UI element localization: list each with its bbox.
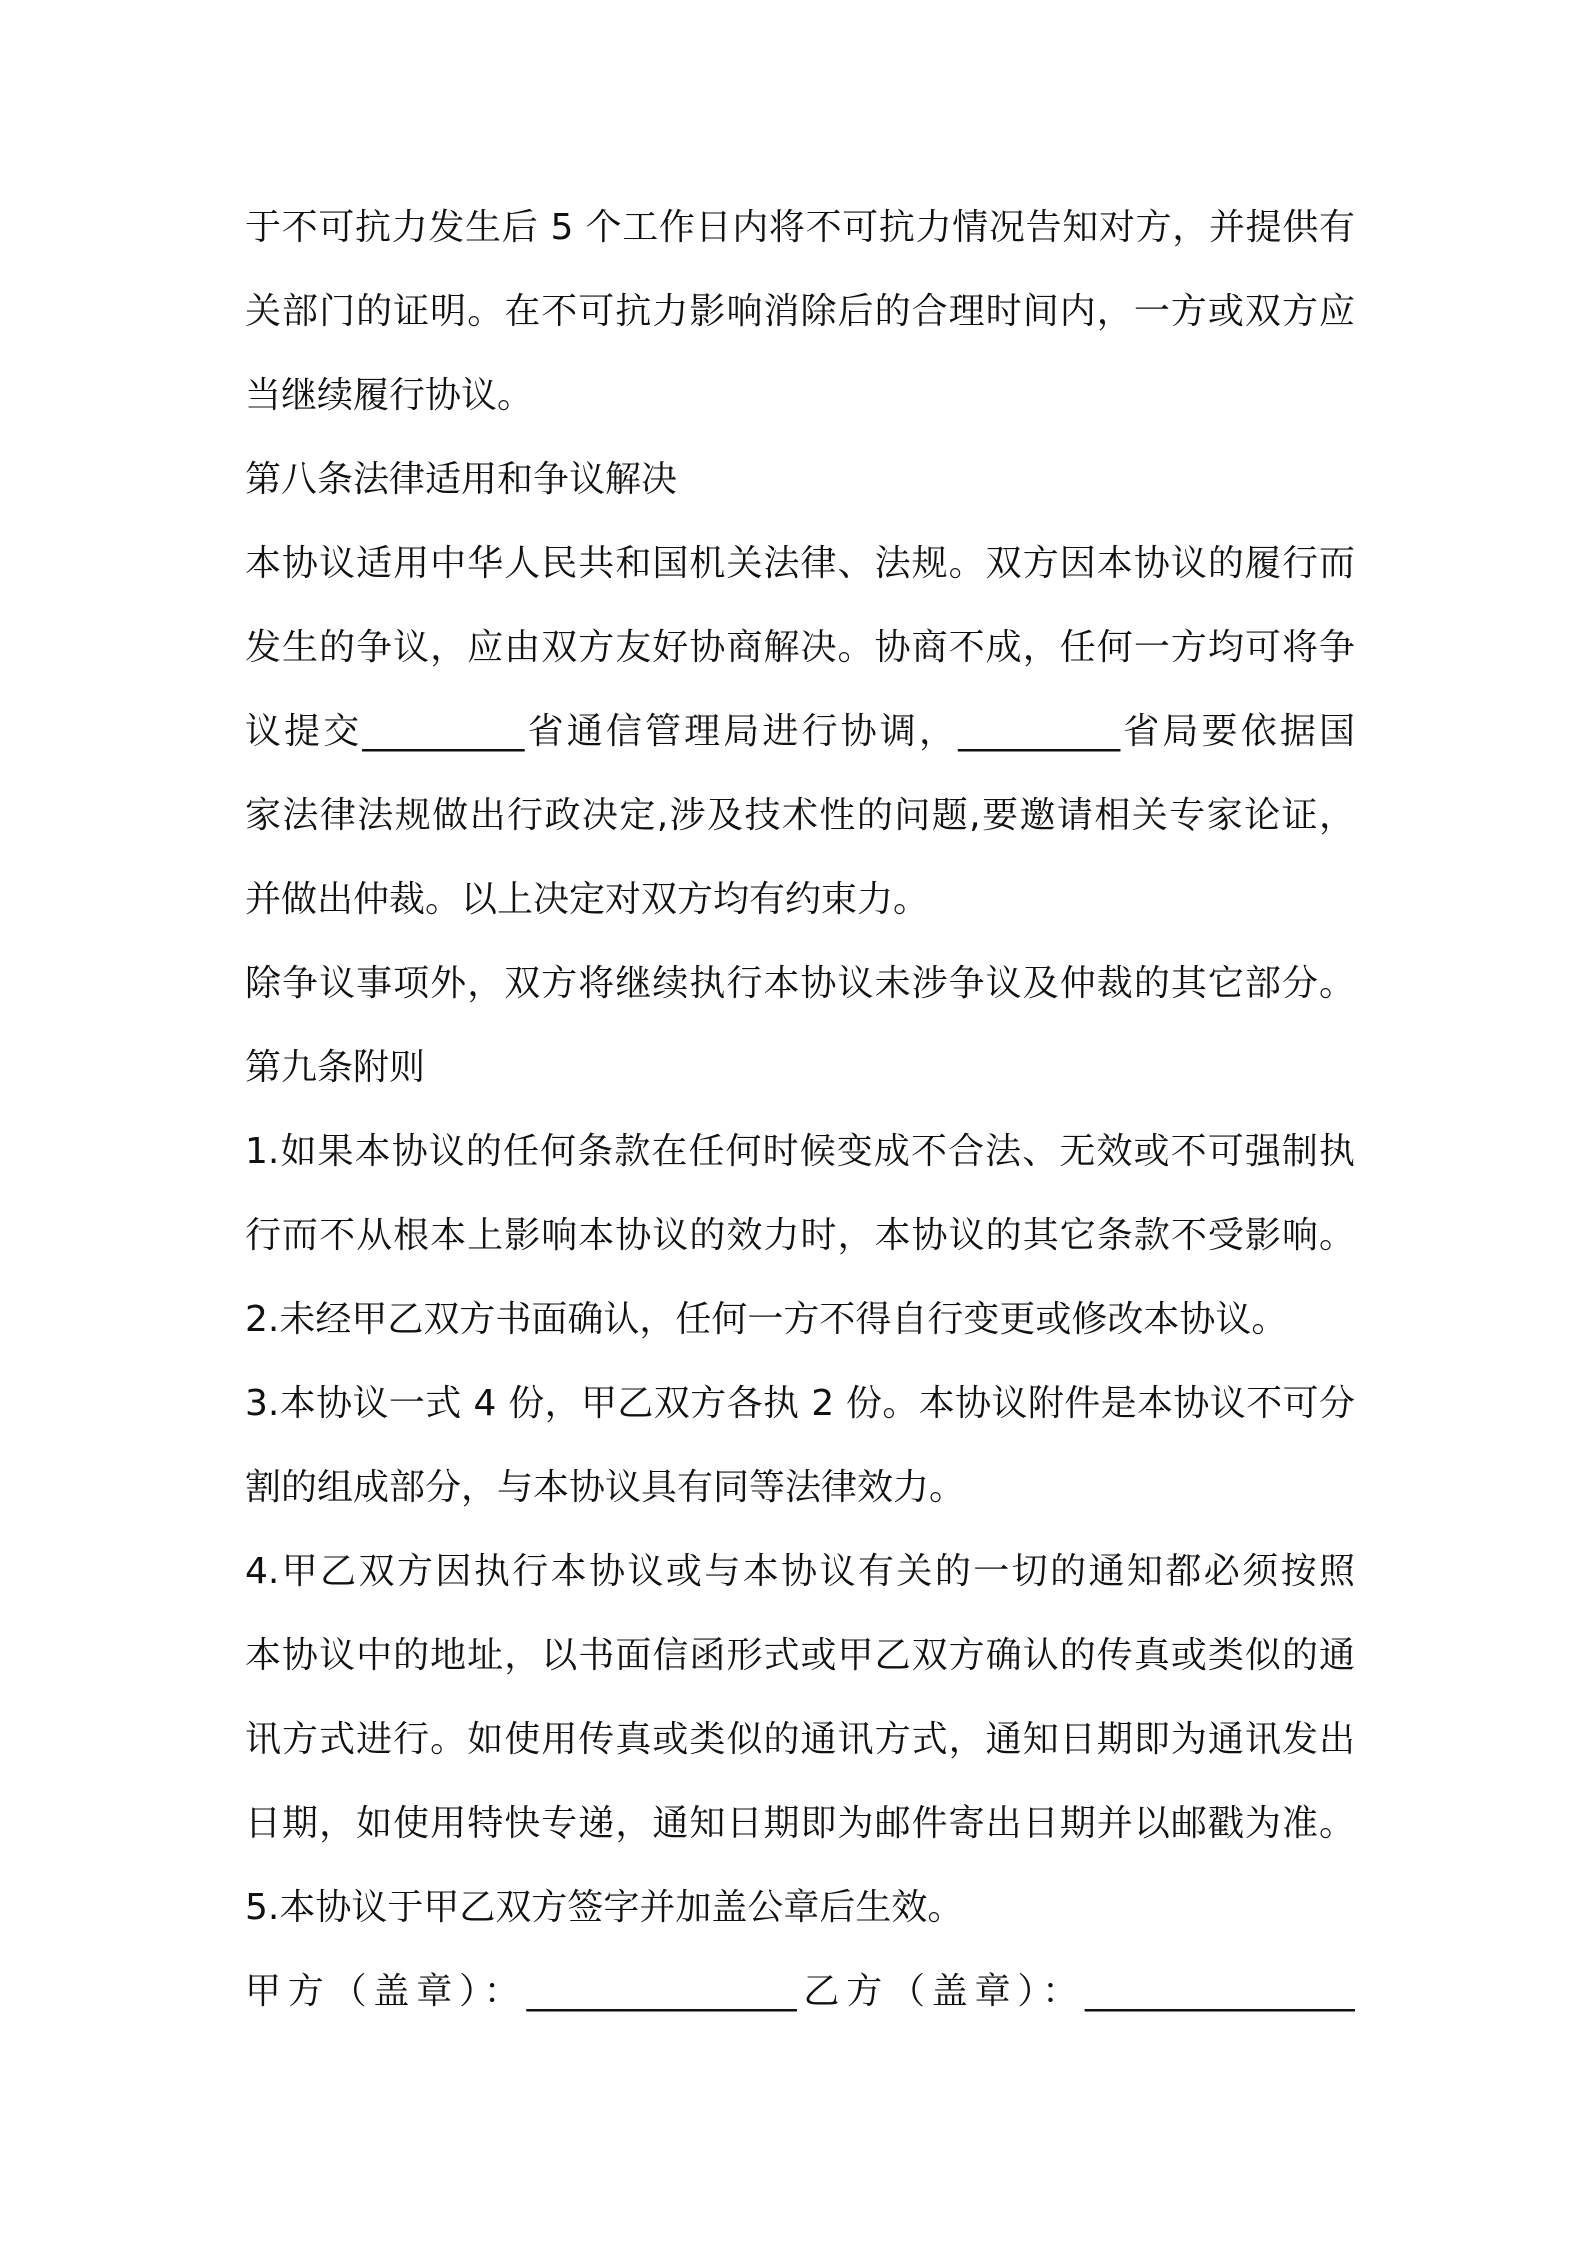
party-a-seal-blank: _______________ (526, 1971, 797, 2012)
paragraph-line: 1.如果本协议的任何条款在任何时候变成不合法、无效或不可强制执 (245, 1131, 1355, 1172)
paragraph (245, 186, 1355, 438)
paragraph-line: 关部门的证明。在不可抗力影响消除后的合理时间内，一方或双方应 (245, 291, 1355, 332)
paragraph-line: 3.本协议一式 4 份，甲乙双方各执 2 份。本协议附件是本协议不可分 (245, 1383, 1355, 1424)
paragraph-line: 发生的争议，应由双方友好协商解决。协商不成，任何一方均可将争 (245, 627, 1355, 668)
paragraph-line: 议提交_________省通信管理局进行协调，_________省局要依据国 (245, 711, 1355, 752)
numbered-item (245, 1278, 1355, 1362)
paragraph-line: 割的组成部分，与本协议具有同等法律效力。 (245, 1467, 966, 1508)
paragraph-line: 家法律法规做出行政决定,涉及技术性的问题,要邀请相关专家论证， (245, 795, 1355, 836)
article-heading: 第八条法律适用和争议解决 (245, 459, 678, 500)
party-a-seal-label: 甲方（盖章）： (245, 1971, 527, 2012)
numbered-item (245, 1530, 1355, 1866)
paragraph-line: 于不可抗力发生后 5 个工作日内将不可抗力情况告知对方，并提供有 (245, 207, 1355, 248)
paragraph-line: 当继续履行协议。 (245, 375, 534, 416)
paragraph-line: 2.未经甲乙双方书面确认，任何一方不得自行变更或修改本协议。 (245, 1299, 1288, 1340)
numbered-item (245, 1866, 1355, 1950)
party-b-seal-label: 乙方（盖章）： (796, 1971, 1085, 2012)
paragraph-line: 行而不从根本上影响本协议的效力时，本协议的其它条款不受影响。 (245, 1215, 1355, 1256)
signature-line (245, 1950, 1355, 2034)
paragraph (245, 942, 1355, 1026)
paragraph-line: 4.甲乙双方因执行本协议或与本协议有关的一切的通知都必须按照 (245, 1551, 1355, 1592)
numbered-item (245, 1110, 1355, 1278)
paragraph-line: 除争议事项外，双方将继续执行本协议未涉争议及仲裁的其它部分。 (245, 963, 1355, 1004)
numbered-item (245, 1362, 1355, 1530)
paragraph-line: 日期，如使用特快专递，通知日期即为邮件寄出日期并以邮戳为准。 (245, 1803, 1355, 1844)
paragraph-line: 并做出仲裁。以上决定对双方均有约束力。 (245, 879, 930, 920)
article-9 (245, 1026, 1355, 1950)
paragraph-line: 本协议适用中华人民共和国机关法律、法规。双方因本协议的履行而 (245, 543, 1355, 584)
article-8 (245, 438, 1355, 1026)
party-b-seal-blank: _______________ (1084, 1971, 1355, 2012)
paragraph-line: 5.本协议于甲乙双方签字并加盖公章后生效。 (245, 1887, 964, 1928)
document-body (245, 186, 1355, 2034)
paragraph (245, 522, 1355, 942)
paragraph-line: 本协议中的地址，以书面信函形式或甲乙双方确认的传真或类似的通 (245, 1635, 1355, 1676)
article-heading: 第九条附则 (245, 1047, 426, 1088)
paragraph-line: 讯方式进行。如使用传真或类似的通讯方式，通知日期即为通讯发出 (245, 1719, 1355, 1760)
